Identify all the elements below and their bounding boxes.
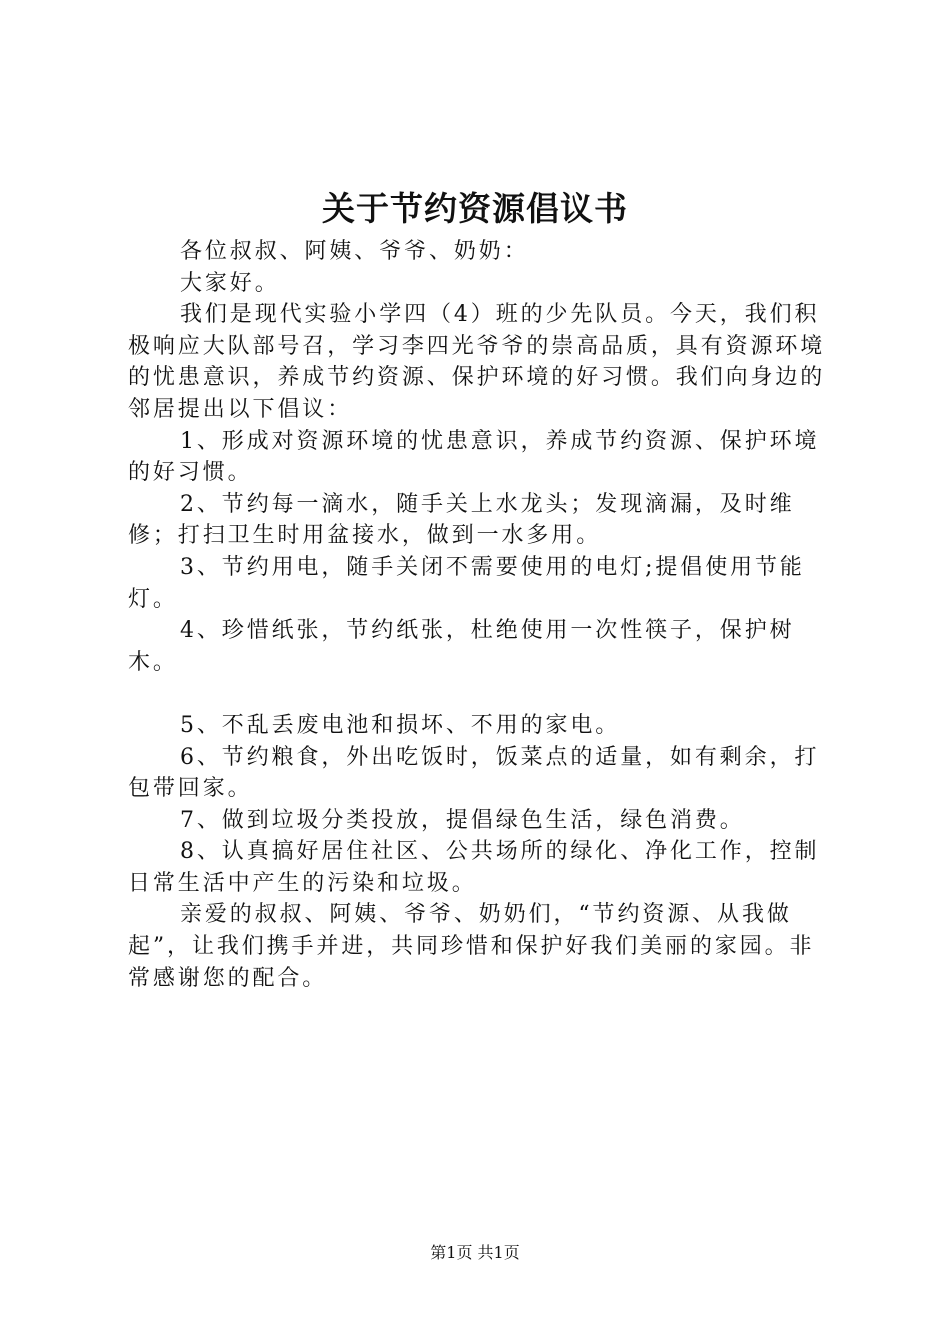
proposal-item-3: 3、节约用电，随手关闭不需要使用的电灯;提倡使用节能灯。: [128, 554, 805, 612]
proposal-item-6: 6、节约粮食，外出吃饭时，饭菜点的适量，如有剩余，打包带回家。: [128, 744, 820, 802]
page-footer: 第1页 共1页: [430, 1243, 520, 1262]
proposal-item-8: 8、认真搞好居住社区、公共场所的绿化、净化工作，控制日常生活中产生的污染和垃圾。: [128, 839, 820, 896]
proposal-item-2: 2、节约每一滴水，随手关上水龙头；发现滴漏，及时维修；打扫卫生时用盆接水，做到一水多用。: [128, 491, 795, 549]
proposal-item-7: 7、做到垃圾分类投放，提倡绿色生活，绿色消费。: [180, 807, 745, 833]
closing-paragraph: 亲爱的叔叔、阿姨、爷爷、奶奶们，“节约资源、从我做起”，让我们携手并进，共同珍惜和保护好我们美丽的家园。非常感谢您的配合。: [128, 902, 815, 991]
salutation: 各位叔叔、阿姨、爷爷、奶奶：: [180, 239, 529, 264]
greeting: 大家好。: [180, 270, 280, 296]
proposal-item-4: 4、珍惜纸张，节约纸张，杜绝使用一次性筷子，保护树木。: [128, 618, 795, 675]
proposal-item-5: 5、不乱丢废电池和损坏、不用的家电。: [180, 712, 621, 738]
proposal-item-1: 1、形成对资源环境的忧患意识，养成节约资源、保护环境的好习惯。: [128, 428, 820, 486]
intro-paragraph: 我们是现代实验小学四（4）班的少先队员。今天，我们积极响应大队部号召，学习李四光爷爷的崇高品质，具有资源环境的忧患意识，养成节约资源、保护环境的好习惯。我们向身边的邻居提出以下倡议：: [128, 302, 826, 422]
document-body: [128, 236, 836, 994]
document-title: 关于节约资源倡议书: [322, 189, 628, 228]
